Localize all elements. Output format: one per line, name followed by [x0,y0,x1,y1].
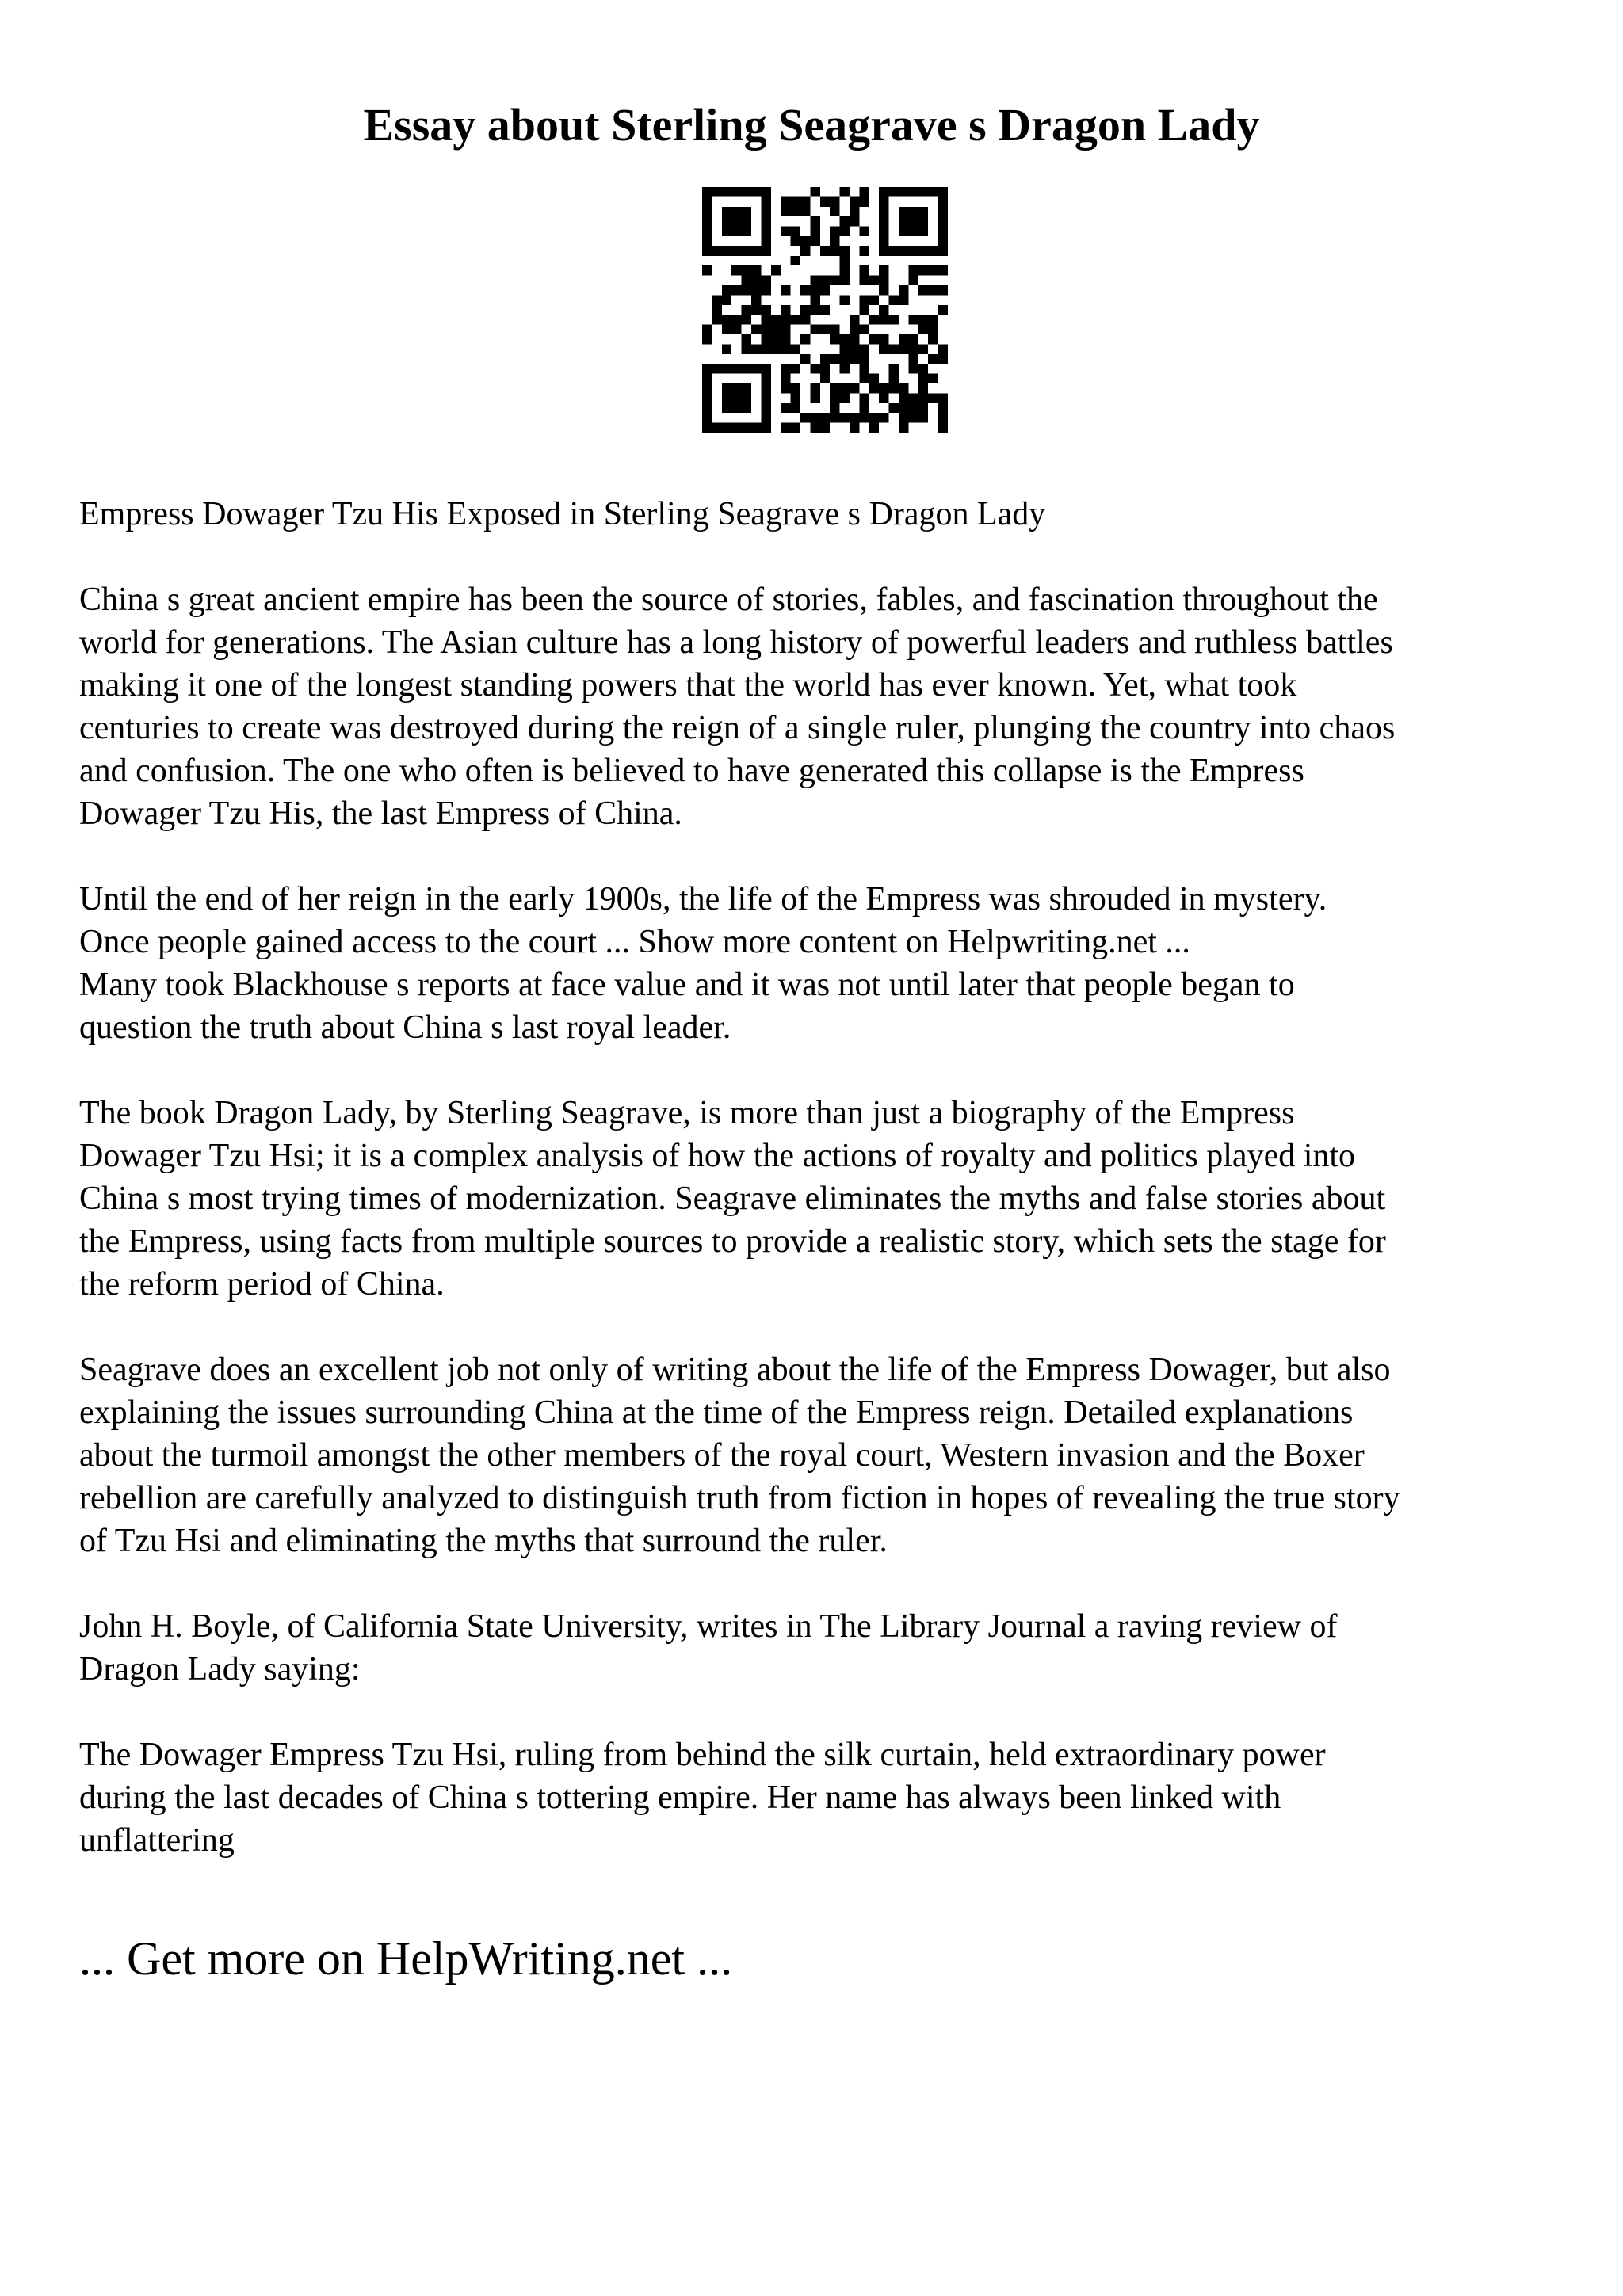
paragraph-6 [79,1733,1569,1862]
text-line: rebellion are carefully analyzed to distinguish truth from fiction in hopes of revealing the true story [79,1480,1400,1516]
qr-code [702,187,948,433]
text-line: about the turmoil amongst the other members of the royal court, Western invasion and the Boxer [79,1437,1365,1474]
text-line: Many took Blackhouse s reports at face value and it was not until later that people began to [79,967,1295,1003]
text-line: unflattering [79,1822,235,1859]
text-line: China s most trying times of modernization. Seagrave eliminates the myths and false stories about [79,1180,1386,1217]
text-line: centuries to create was destroyed during the reign of a single ruler, plunging the country into chaos [79,710,1396,746]
paragraph-5 [79,1605,1569,1691]
text-line: Seagrave does an excellent job not only of writing about the life of the Empress Dowager, but also [79,1352,1391,1388]
text-line: Dowager Tzu Hsi; it is a complex analysis of how the actions of royalty and politics played into [79,1138,1356,1174]
document-title: Essay about Sterling Seagrave s Dragon Lady [363,99,1260,151]
text-line: explaining the issues surrounding China at the time of the Empress reign. Detailed explanations [79,1394,1354,1431]
text-line: during the last decades of China s tottering empire. Her name has always been linked with [79,1779,1281,1816]
text-line: Until the end of her reign in the early 1900s, the life of the Empress was shrouded in mystery. [79,881,1327,917]
text-line: the Empress, using facts from multiple sources to provide a realistic story, which sets the stage for [79,1223,1386,1260]
paragraph-3 [79,1092,1569,1306]
paragraph-4 [79,1348,1569,1562]
text-line: making it one of the longest standing powers that the world has ever known. Yet, what took [79,667,1297,704]
text-line: of Tzu Hsi and eliminating the myths that surround the ruler. [79,1523,888,1559]
paragraph-1 [79,578,1569,835]
document-subtitle: Empress Dowager Tzu His Exposed in Sterling Seagrave s Dragon Lady [79,496,1046,532]
text-line: Dragon Lady saying: [79,1651,361,1688]
text-line: Dowager Tzu His, the last Empress of China. [79,795,682,832]
paragraph-2 [79,878,1569,1049]
document-body [79,493,1569,1905]
text-line: the reform period of China. [79,1266,445,1302]
text-line: The Dowager Empress Tzu Hsi, ruling from behind the silk curtain, held extraordinary power [79,1737,1326,1773]
text-line: world for generations. The Asian culture has a long history of powerful leaders and ruthless battles [79,624,1393,661]
text-line: Once people gained access to the court ... Show more content on Helpwriting.net ... [79,924,1190,960]
text-line: China s great ancient empire has been the source of stories, fables, and fascination throughout the [79,582,1378,618]
footer-link-text: ... Get more on HelpWriting.net ... [79,1932,733,1985]
text-line: question the truth about China s last royal leader. [79,1009,731,1046]
text-line: John H. Boyle, of California State University, writes in The Library Journal a raving review of [79,1608,1338,1645]
text-line: The book Dragon Lady, by Sterling Seagrave, is more than just a biography of the Empress [79,1095,1295,1131]
text-line: and confusion. The one who often is believed to have generated this collapse is the Empress [79,753,1304,789]
